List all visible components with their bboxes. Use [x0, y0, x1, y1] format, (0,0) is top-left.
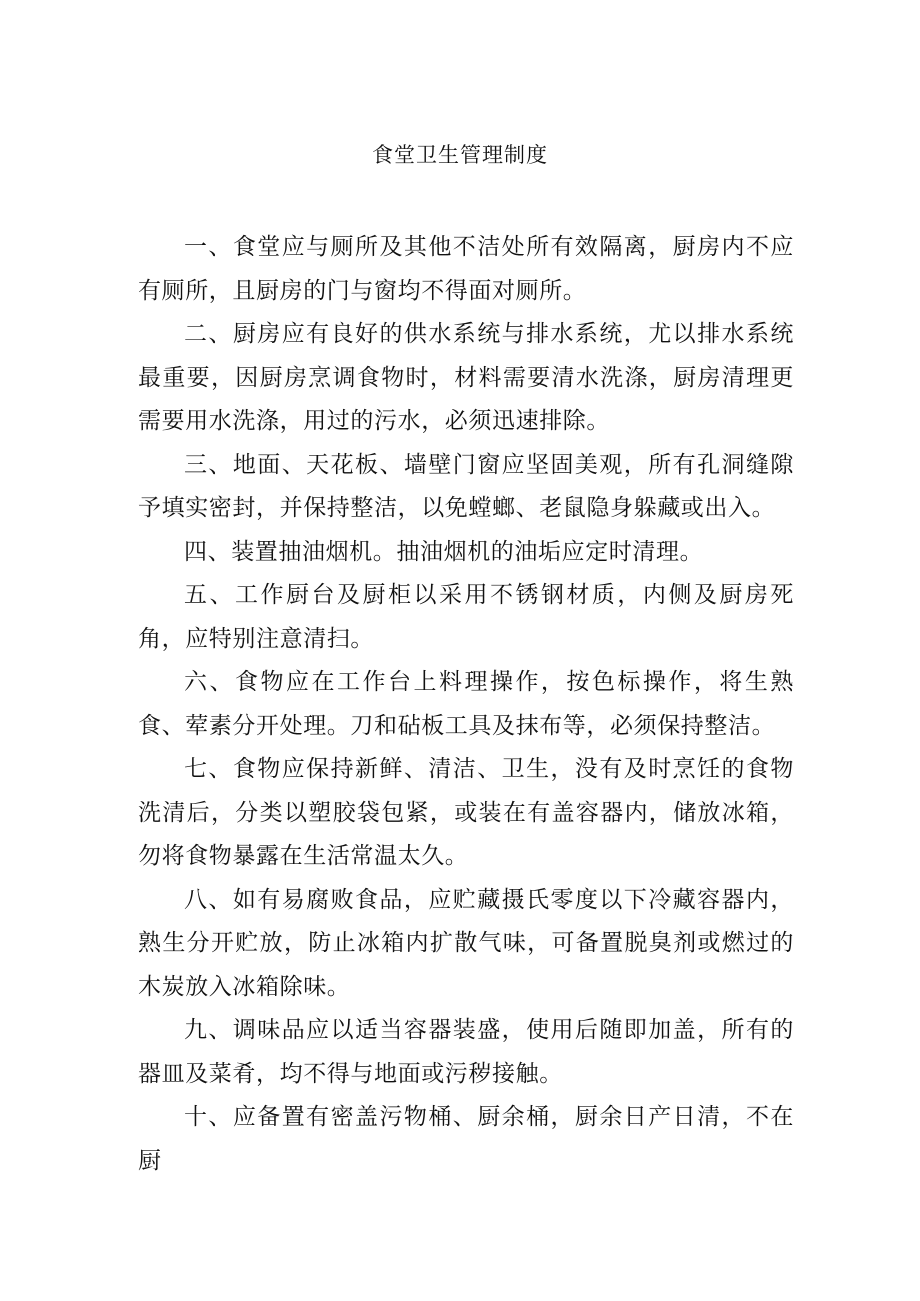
paragraph-3: 三、地面、天花板、墙壁门窗应坚固美观，所有孔洞缝隙予填实密封，并保持整洁，以免螳螂、老鼠隐身躲藏或出入。 — [138, 451, 794, 521]
paragraph-6: 六、食物应在工作台上料理操作，按色标操作，将生熟食、荤素分开处理。刀和砧板工具及抹布等，必须保持整洁。 — [138, 669, 794, 739]
paragraph-5: 五、工作厨台及厨柜以采用不锈钢材质，内侧及厨房死角，应特别注意清扫。 — [138, 582, 794, 652]
paragraph-7: 七、食物应保持新鲜、清洁、卫生，没有及时烹饪的食物洗清后，分类以塑胶袋包紧，或装在有盖容器内，储放冰箱，勿将食物暴露在生活常温太久。 — [138, 756, 794, 869]
paragraph-8: 八、如有易腐败食品，应贮藏摄氏零度以下冷藏容器内，熟生分开贮放，防止冰箱内扩散气味，可备置脱臭剂或燃过的木炭放入冰箱除味。 — [138, 886, 794, 1000]
paragraph-9: 九、调味品应以适当容器装盛，使用后随即加盖，所有的器皿及菜肴，均不得与地面或污秽接触。 — [138, 1017, 794, 1087]
document-body — [138, 226, 794, 1183]
paragraph-10: 十、应备置有密盖污物桶、厨余桶，厨余日产日清，不在厨 — [138, 1104, 794, 1174]
paragraph-2: 二、厨房应有良好的供水系统与排水系统，尤以排水系统最重要，因厨房烹调食物时，材料需要清水洗涤，厨房清理更需要用水洗涤，用过的污水，必须迅速排除。 — [138, 321, 794, 434]
paragraph-1: 一、食堂应与厕所及其他不洁处所有效隔离，厨房内不应有厕所，且厨房的门与窗均不得面对厕所。 — [138, 234, 794, 304]
paragraph-4: 四、装置抽油烟机。抽油烟机的油垢应定时清理。 — [184, 538, 704, 565]
document-title: 食堂卫生管理制度 — [372, 143, 548, 167]
